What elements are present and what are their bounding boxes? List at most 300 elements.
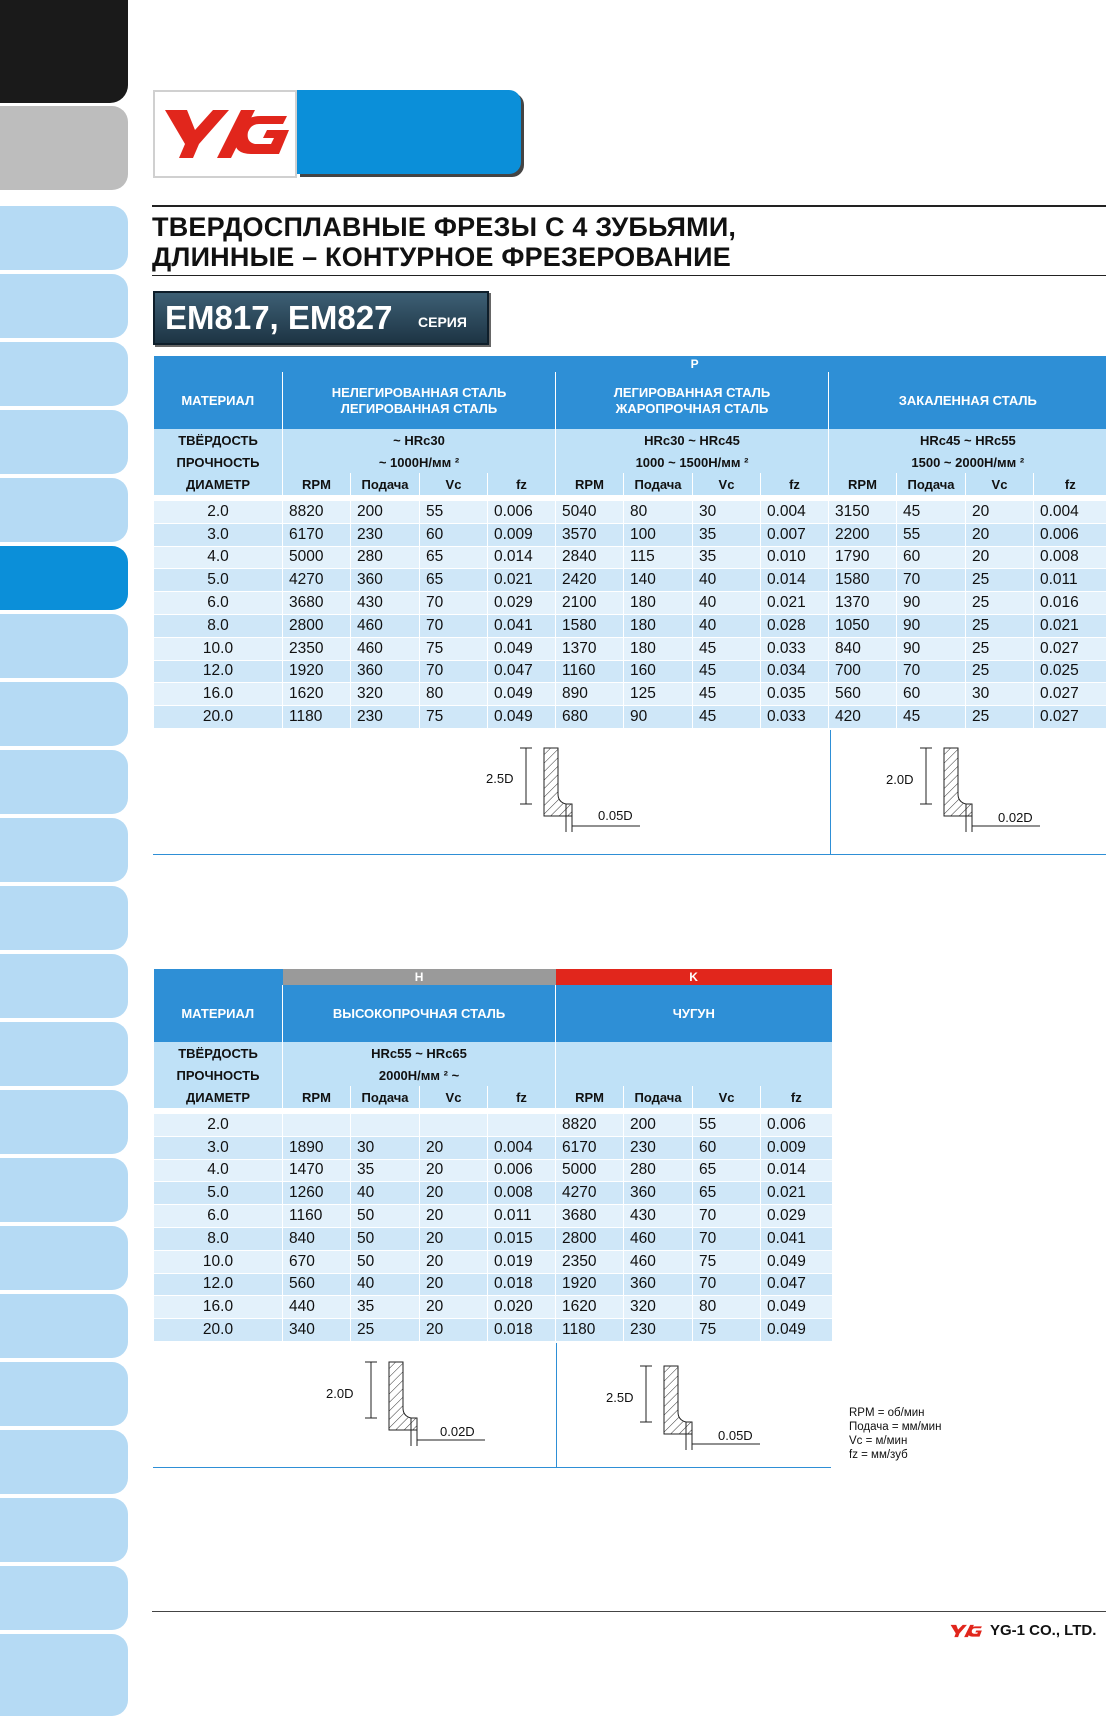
side-tab [0,1090,128,1154]
table-row [154,1273,832,1296]
column-header-feed: Подача [624,1086,693,1108]
value-cell: 0.021 [1034,614,1106,637]
value-cell: 680 [556,706,624,729]
column-header-fz: fz [488,473,556,495]
strength-value: 2000Н/мм ² ~ [283,1064,556,1086]
value-cell: 5000 [556,1159,624,1182]
value-cell: 0.049 [761,1296,832,1319]
title-rule-top [152,205,1106,207]
page-title [152,212,736,272]
value-cell: 1180 [556,1319,624,1342]
value-cell: 8820 [556,1114,624,1136]
hardness-value [556,1042,832,1064]
value-cell: 20 [420,1273,488,1296]
value-cell: 45 [693,637,761,660]
diagram-step-label: 0.05D [598,808,633,823]
strength-value: ~ 1000Н/мм ² [283,451,556,473]
value-cell: 0.029 [488,592,556,615]
value-cell: 1790 [829,546,897,569]
side-tab [0,478,128,542]
value-cell: 65 [420,569,488,592]
value-cell: 1580 [556,614,624,637]
value-cell: 70 [420,592,488,615]
table-row [154,1159,832,1182]
value-cell: 2200 [829,523,897,546]
value-cell: 70 [693,1227,761,1250]
value-cell: 1890 [283,1136,351,1159]
value-cell: 50 [351,1250,420,1273]
diameter-cell: 16.0 [154,1296,283,1319]
material-label: МАТЕРИАЛ [154,985,283,1042]
value-cell: 0.004 [488,1136,556,1159]
side-tab [0,954,128,1018]
value-cell: 55 [420,501,488,523]
value-cell: 115 [624,546,693,569]
diameter-cell: 3.0 [154,1136,283,1159]
value-cell: 90 [897,637,966,660]
value-cell: 0.004 [1034,501,1106,523]
value-cell: 1260 [283,1182,351,1205]
material-high-strength: ВЫСОКОПРОЧНАЯ СТАЛЬ [283,985,556,1042]
value-cell: 55 [693,1114,761,1136]
diameter-label: ДИАМЕТР [154,1086,283,1108]
side-tab [0,1294,128,1358]
value-cell: 200 [351,501,420,523]
value-cell: 230 [351,523,420,546]
side-tab [0,1498,128,1562]
value-cell: 65 [693,1159,761,1182]
strength-value [556,1064,832,1086]
value-cell: 65 [420,546,488,569]
value-cell: 0.008 [1034,546,1106,569]
value-cell: 1920 [556,1273,624,1296]
column-header-rpm: RPM [556,1086,624,1108]
table-row [154,1296,832,1319]
side-tab [0,1634,128,1716]
value-cell: 230 [624,1319,693,1342]
value-cell: 30 [966,683,1034,706]
column-header-feed: Подача [351,1086,420,1108]
value-cell: 55 [897,523,966,546]
value-cell: 75 [420,706,488,729]
value-cell: 20 [966,523,1034,546]
value-cell: 100 [624,523,693,546]
table-row [154,706,1106,729]
column-header-fz: fz [761,473,829,495]
value-cell: 3150 [829,501,897,523]
column-header-vc: Vc [693,473,761,495]
side-tab-black [0,0,128,103]
value-cell: 0.047 [761,1273,832,1296]
strength-label: ПРОЧНОСТЬ [154,1064,283,1086]
table-row [154,660,1106,683]
diagram-depth-label: 2.0D [886,772,914,787]
diameter-cell: 2.0 [154,1114,283,1136]
value-cell: 4270 [283,569,351,592]
diagram-divider [830,730,831,855]
value-cell: 25 [966,706,1034,729]
footer [946,1622,1096,1639]
value-cell: 25 [351,1319,420,1342]
cutting-table-p [153,356,1106,729]
value-cell: 75 [420,637,488,660]
value-cell: 125 [624,683,693,706]
value-cell: 20 [420,1136,488,1159]
unit-rpm: RPM = об/мин [849,1407,925,1419]
value-cell: 230 [351,706,420,729]
column-header-vc: Vc [693,1086,761,1108]
value-cell: 0.010 [761,546,829,569]
value-cell: 0.049 [761,1319,832,1342]
side-tab [0,886,128,950]
value-cell: 3680 [556,1205,624,1228]
material-hardened: ЗАКАЛЕННАЯ СТАЛЬ [829,372,1106,429]
value-cell: 20 [420,1205,488,1228]
table-row [154,1227,832,1250]
value-cell: 60 [897,683,966,706]
value-cell: 25 [966,614,1034,637]
value-cell: 0.006 [488,1159,556,1182]
value-cell: 0.015 [488,1227,556,1250]
value-cell: 0.033 [761,706,829,729]
value-cell: 0.033 [761,637,829,660]
value-cell: 0.006 [488,501,556,523]
value-cell: 360 [351,569,420,592]
diameter-cell: 5.0 [154,1182,283,1205]
value-cell: 700 [829,660,897,683]
value-cell: 0.021 [761,592,829,615]
value-cell: 0.009 [761,1136,832,1159]
value-cell: 0.049 [488,683,556,706]
value-cell: 1180 [283,706,351,729]
value-cell: 20 [420,1296,488,1319]
value-cell: 70 [420,614,488,637]
value-cell: 0.016 [1034,592,1106,615]
value-cell: 2350 [283,637,351,660]
value-cell: 50 [351,1205,420,1228]
series-badge [153,291,489,345]
value-cell: 70 [897,660,966,683]
value-cell: 1370 [829,592,897,615]
side-tab [0,1158,128,1222]
diagram-step-label: 0.02D [998,810,1033,825]
value-cell: 35 [693,523,761,546]
value-cell: 0.049 [488,706,556,729]
column-header-vc: Vc [966,473,1034,495]
value-cell: 0.009 [488,523,556,546]
side-tab-active [0,546,128,610]
column-header-fz: fz [488,1086,556,1108]
value-cell: 45 [693,660,761,683]
value-cell: 0.018 [488,1319,556,1342]
value-cell: 20 [420,1159,488,1182]
hardness-value: HRc30 ~ HRc45 [556,429,829,451]
value-cell: 340 [283,1319,351,1342]
cutting-table-h-k [153,969,832,1342]
material-cast-iron: ЧУГУН [556,985,832,1042]
column-header-rpm: RPM [829,473,897,495]
value-cell: 8820 [283,501,351,523]
side-tab [0,614,128,678]
diameter-cell: 20.0 [154,706,283,729]
value-cell: 3680 [283,592,351,615]
value-cell: 0.027 [1034,683,1106,706]
column-header-feed: Подача [897,473,966,495]
value-cell: 35 [693,546,761,569]
value-cell [283,1114,351,1136]
table-row [154,614,1106,637]
value-cell: 3570 [556,523,624,546]
diagram-step-label: 0.05D [718,1428,753,1443]
value-cell: 5040 [556,501,624,523]
column-header-fz: fz [1034,473,1106,495]
diameter-cell: 12.0 [154,660,283,683]
value-cell: 280 [624,1159,693,1182]
table-body [154,1114,832,1341]
value-cell: 6170 [283,523,351,546]
table-row [154,1205,832,1228]
value-cell: 2800 [556,1227,624,1250]
value-cell: 25 [966,660,1034,683]
value-cell: 890 [556,683,624,706]
value-cell: 20 [420,1319,488,1342]
logo-header [153,90,523,176]
header-blue-banner [297,90,521,174]
value-cell: 2800 [283,614,351,637]
value-cell: 2100 [556,592,624,615]
value-cell: 25 [966,569,1034,592]
hardness-label: ТВЁРДОСТЬ [154,429,283,451]
material-alloyed: ЛЕГИРОВАННАЯ СТАЛЬ ЖАРОПРОЧНАЯ СТАЛЬ [556,372,829,429]
value-cell: 40 [693,569,761,592]
value-cell: 0.029 [761,1205,832,1228]
value-cell [420,1114,488,1136]
value-cell: 1920 [283,660,351,683]
value-cell: 0.006 [1034,523,1106,546]
value-cell: 20 [966,501,1034,523]
value-cell: 90 [624,706,693,729]
table-row [154,1182,832,1205]
value-cell: 840 [283,1227,351,1250]
hardness-value: HRc45 ~ HRc55 [829,429,1106,451]
value-cell: 460 [624,1227,693,1250]
value-cell: 560 [283,1273,351,1296]
strength-value: 1000 ~ 1500Н/мм ² [556,451,829,473]
value-cell: 2420 [556,569,624,592]
diameter-cell: 6.0 [154,1205,283,1228]
value-cell: 0.014 [761,1159,832,1182]
table-row [154,1136,832,1159]
footer-rule [152,1611,1106,1612]
value-cell: 0.021 [488,569,556,592]
value-cell: 1370 [556,637,624,660]
value-cell: 20 [420,1182,488,1205]
value-cell: 0.028 [761,614,829,637]
value-cell: 1160 [556,660,624,683]
value-cell: 40 [351,1182,420,1205]
table-body [154,501,1106,728]
series-name: EM817, EM827 [165,299,393,336]
value-cell: 670 [283,1250,351,1273]
value-cell: 70 [420,660,488,683]
value-cell: 40 [693,614,761,637]
value-cell: 70 [897,569,966,592]
value-cell: 180 [624,592,693,615]
value-cell: 20 [420,1250,488,1273]
side-tab-grey [0,106,128,190]
diameter-cell: 10.0 [154,637,283,660]
value-cell: 230 [624,1136,693,1159]
column-header-rpm: RPM [283,1086,351,1108]
diameter-label: ДИАМЕТР [154,473,283,495]
value-cell: 0.014 [761,569,829,592]
value-cell: 360 [351,660,420,683]
units-legend [849,1406,941,1462]
value-cell: 0.019 [488,1250,556,1273]
side-tab [0,1022,128,1086]
value-cell: 430 [624,1205,693,1228]
group-label-h: H [283,969,556,985]
diameter-cell: 2.0 [154,501,283,523]
value-cell: 20 [966,546,1034,569]
value-cell: 1620 [556,1296,624,1319]
value-cell: 2350 [556,1250,624,1273]
value-cell: 0.041 [488,614,556,637]
value-cell: 30 [351,1136,420,1159]
value-cell: 180 [624,637,693,660]
diameter-cell: 4.0 [154,546,283,569]
value-cell: 0.027 [1034,706,1106,729]
value-cell: 0.027 [1034,637,1106,660]
value-cell: 75 [693,1319,761,1342]
table-row [154,501,1106,523]
value-cell: 430 [351,592,420,615]
value-cell: 5000 [283,546,351,569]
side-tab [0,1566,128,1630]
value-cell: 30 [693,501,761,523]
value-cell: 0.011 [488,1205,556,1228]
table-row [154,637,1106,660]
value-cell: 90 [897,614,966,637]
diameter-cell: 8.0 [154,614,283,637]
column-header-vc: Vc [420,1086,488,1108]
side-tab [0,1226,128,1290]
yg-logo [153,90,297,178]
value-cell: 50 [351,1227,420,1250]
value-cell: 0.014 [488,546,556,569]
value-cell: 460 [351,614,420,637]
value-cell: 840 [829,637,897,660]
diameter-cell: 5.0 [154,569,283,592]
value-cell: 0.034 [761,660,829,683]
side-tab [0,682,128,746]
value-cell: 460 [351,637,420,660]
diameter-cell: 16.0 [154,683,283,706]
diagram-depth-label: 2.5D [606,1390,634,1405]
column-header-feed: Подача [624,473,693,495]
value-cell: 80 [420,683,488,706]
series-suffix: СЕРИЯ [418,314,467,330]
value-cell: 75 [693,1250,761,1273]
column-header-rpm: RPM [556,473,624,495]
table-row [154,1250,832,1273]
value-cell: 360 [624,1273,693,1296]
value-cell: 0.020 [488,1296,556,1319]
side-tab [0,410,128,474]
value-cell: 0.007 [761,523,829,546]
value-cell: 20 [420,1227,488,1250]
value-cell: 90 [897,592,966,615]
value-cell: 6170 [556,1136,624,1159]
value-cell: 0.049 [488,637,556,660]
value-cell: 180 [624,614,693,637]
value-cell: 65 [693,1182,761,1205]
value-cell: 70 [693,1273,761,1296]
value-cell: 0.004 [761,501,829,523]
value-cell: 320 [351,683,420,706]
value-cell: 460 [624,1250,693,1273]
value-cell: 560 [829,683,897,706]
company-name: YG-1 CO., LTD. [990,1622,1097,1639]
side-tab [0,818,128,882]
strength-label: ПРОЧНОСТЬ [154,451,283,473]
value-cell [351,1114,420,1136]
value-cell: 1620 [283,683,351,706]
value-cell: 60 [420,523,488,546]
side-tab [0,206,128,270]
table-row [154,1114,832,1136]
value-cell: 160 [624,660,693,683]
value-cell: 80 [693,1296,761,1319]
column-header-vc: Vc [420,473,488,495]
value-cell: 80 [624,501,693,523]
value-cell: 25 [966,637,1034,660]
value-cell: 0.011 [1034,569,1106,592]
value-cell: 40 [351,1273,420,1296]
column-header-fz: fz [761,1086,832,1108]
diameter-cell: 20.0 [154,1319,283,1342]
value-cell: 0.049 [761,1250,832,1273]
value-cell: 45 [897,706,966,729]
group-label-k: K [556,969,832,985]
value-cell: 200 [624,1114,693,1136]
value-cell: 0.047 [488,660,556,683]
material-unalloyed: НЕЛЕГИРОВАННАЯ СТАЛЬ ЛЕГИРОВАННАЯ СТАЛЬ [283,372,556,429]
side-tab [0,1362,128,1426]
hardness-value: HRc55 ~ HRc65 [283,1042,556,1064]
value-cell: 45 [897,501,966,523]
unit-fz: fz = мм/зуб [849,1449,908,1461]
value-cell: 0.018 [488,1273,556,1296]
value-cell: 4270 [556,1182,624,1205]
diameter-cell: 12.0 [154,1273,283,1296]
value-cell: 360 [624,1182,693,1205]
diameter-cell: 3.0 [154,523,283,546]
value-cell: 280 [351,546,420,569]
side-tab [0,1430,128,1494]
value-cell: 1470 [283,1159,351,1182]
column-header-feed: Подача [351,473,420,495]
value-cell: 25 [966,592,1034,615]
table-row [154,523,1106,546]
value-cell: 1580 [829,569,897,592]
hardness-value: ~ HRc30 [283,429,556,451]
table-row [154,1319,832,1342]
column-header-rpm: RPM [283,473,351,495]
value-cell [488,1114,556,1136]
unit-feed: Подача = мм/мин [849,1421,942,1433]
value-cell: 60 [693,1136,761,1159]
